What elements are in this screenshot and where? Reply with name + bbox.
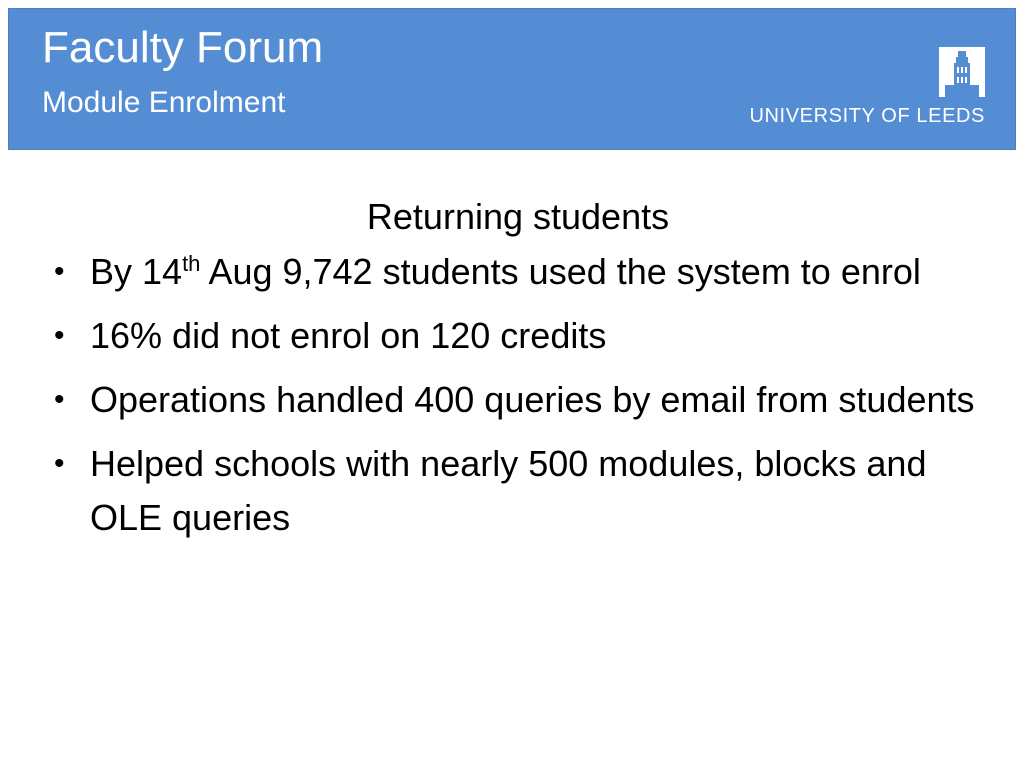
- bullet-icon: •: [54, 447, 65, 480]
- bullet-item: [48, 373, 988, 427]
- slide-content: [48, 195, 988, 555]
- logo-text: UNIVERSITY OF LEEDS: [749, 105, 985, 127]
- bullet-text-end: Aug 9,742 students used the system to enrol: [200, 251, 921, 292]
- bullet-icon: •: [54, 383, 65, 416]
- content-heading: Returning students: [366, 196, 670, 237]
- parkinson-building-icon: [939, 47, 985, 97]
- bullet-text: 16% did not enrol on 120 credits: [90, 315, 607, 356]
- slide-title: Faculty Forum: [42, 23, 324, 72]
- bullet-list: [48, 245, 988, 545]
- bullet-item: [48, 437, 988, 545]
- bullet-item: [48, 245, 988, 299]
- university-logo: [715, 47, 985, 127]
- bullet-icon: •: [54, 255, 65, 288]
- header-banner: [8, 8, 1016, 150]
- bullet-text: Operations handled 400 queries by email from students: [90, 379, 975, 420]
- bullet-text-start: By 14: [90, 251, 183, 292]
- bullet-text: Helped schools with nearly 500 modules, blocks and OLE queries: [90, 443, 927, 538]
- slide-subtitle: Module Enrolment: [42, 86, 286, 119]
- bullet-icon: •: [54, 319, 65, 352]
- bullet-superscript: th: [182, 251, 201, 276]
- bullet-item: [48, 309, 988, 363]
